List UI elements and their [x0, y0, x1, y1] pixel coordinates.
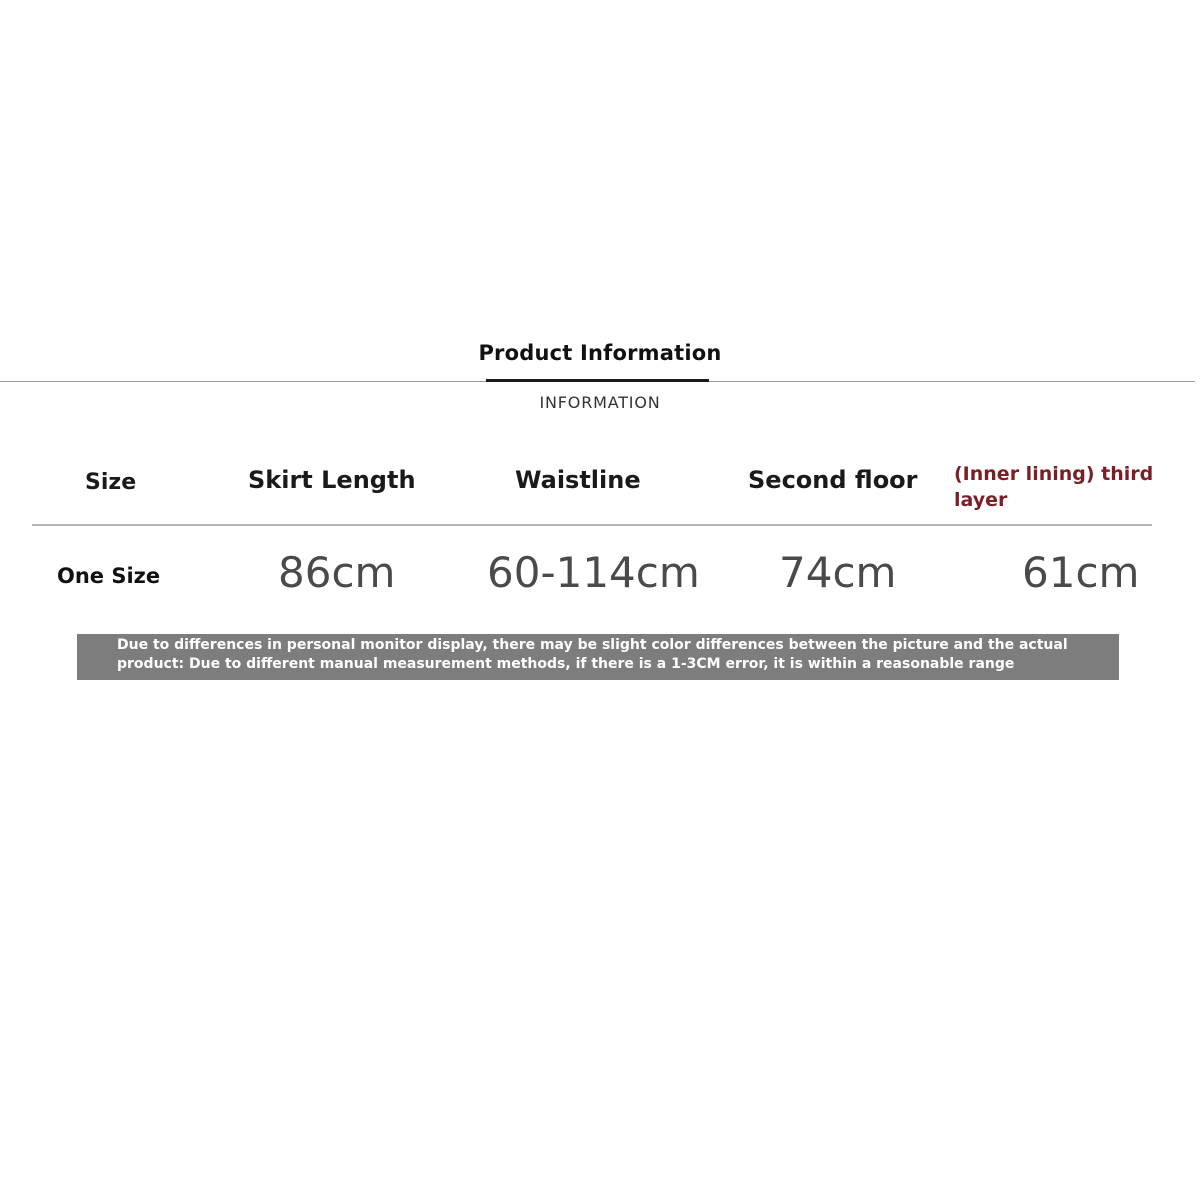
table-header-divider	[32, 524, 1152, 526]
disclaimer-text: Due to differences in personal monitor display, there may be slight color differences between the picture and the actual product: Due to different manual measurement methods, if there is a 1-3CM error, it is within a reasonable range	[117, 637, 1068, 672]
disclaimer-banner	[77, 634, 1119, 680]
cell-waistline: 60-114cm	[487, 548, 700, 597]
page-subtitle: INFORMATION	[539, 393, 661, 412]
title-underline	[486, 379, 709, 382]
column-header-skirt-length: Skirt Length	[248, 466, 416, 494]
column-header-waistline: Waistline	[515, 466, 641, 494]
cell-inner-lining: 61cm	[1022, 548, 1140, 597]
cell-skirt-length: 86cm	[278, 548, 396, 597]
column-header-size: Size	[85, 470, 137, 495]
cell-second-floor: 74cm	[779, 548, 897, 597]
page-title: Product Information	[478, 341, 722, 365]
column-header-inner-lining: (Inner lining) third layer	[954, 463, 1154, 511]
column-header-second-floor: Second floor	[748, 466, 918, 494]
cell-size: One Size	[57, 564, 161, 588]
